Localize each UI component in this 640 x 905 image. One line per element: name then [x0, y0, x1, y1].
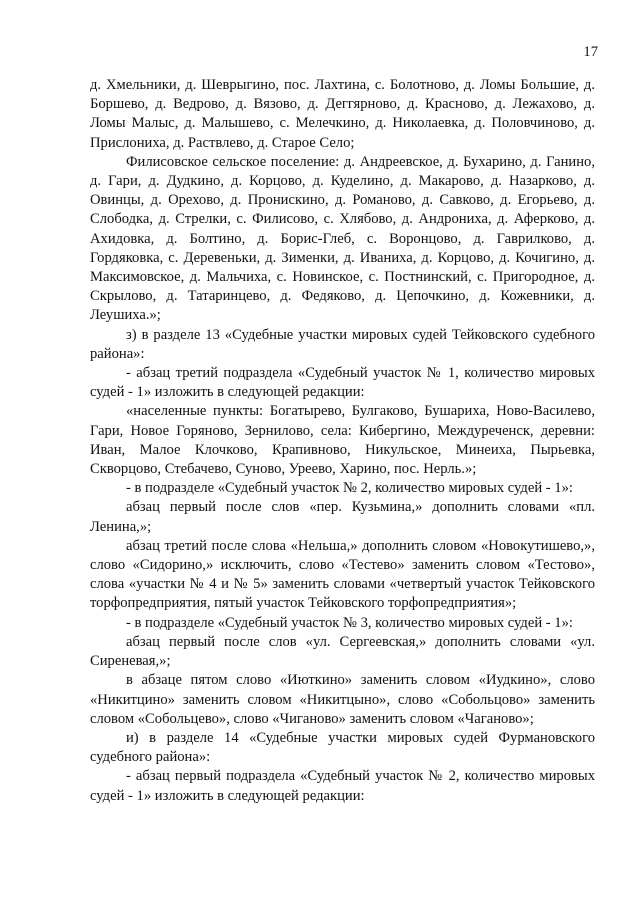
- paragraph-section-14: и) в разделе 14 «Судебные участки мировых судей Фурмановского судебного района»:: [90, 729, 595, 766]
- paragraph-settlements-continued: д. Хмельники, д. Шеврыгино, пос. Лахтина, с. Болотново, д. Ломы Большие, д. Боршево, д. Ведрово, д. Вязово, д. Деггярново, д. Красново, д. Лежахово, д. Ломы Малыс, д. Малышево, с. Мелечкино, д. Николаевка, д. Половчиново, д. Прислониха, д. Раствлево, д. Старое Село;: [90, 77, 595, 151]
- paragraph-14-item-2: - абзац первый подраздела «Судебный участок № 2, количество мировых судей - 1» изложить в следующей редакции:: [90, 768, 595, 804]
- paragraph-13-item-1-text: «населенные пункты: Богатырево, Булгаково, Бушариха, Ново-Василево, Гари, Новое Горяново, Зернилово, села: Кибергино, Междуреченск, деревни: Иван, Малое Клочково, Крапивново, Никульское, Минеиха, Пырьевка, Скворцово, Стебачево, Суново, Уреево, Харино, пос. Нерль.»;: [90, 403, 595, 478]
- paragraph-13-item-3-abz1: абзац первый после слов «ул. Сергеевская,» дополнить словами «ул. Сиреневая,»;: [90, 633, 595, 670]
- paragraph-13-item-3: - в подразделе «Судебный участок № 3, количество мировых судей - 1»:: [126, 614, 573, 631]
- paragraph-section-13: з) в разделе 13 «Судебные участки мировых судей Тейковского судебного района»:: [90, 326, 595, 362]
- paragraph-13-item-2: - в подразделе «Судебный участок № 2, количество мировых судей - 1»:: [126, 480, 573, 497]
- document-body: [90, 76, 595, 806]
- paragraph-filisovskoe: Филисовское сельское поселение: д. Андреевское, д. Бухарино, д. Ганино, д. Гари, д. Дудкино, д. Корцово, д. Куделино, д. Макарово, д. Назарково, д. Овинцы, д. Орехово, д. Пронискино, д. Романово, д. Савково, д. Егорьево, д. Слободка, д. Стрелки, с. Филисово, с. Хлябово, д. Андрониха, д. Аферково, д. Ахидовка, д. Болтино, д. Борис-Глеб, с. Воронцово, д. Гаврилково, д. Гордяковка, с. Деревеньки, д. Зименки, д. Иваниха, д. Корцово, д. Кочигино, д. Максимовское, д. Мальчиха, с. Новинское, с. Постнинский, с. Пригородное, д. Скрылово, д. Татаринцево, д. Федяково, д. Цепочкино, д. Кожевники, д. Леушиха.»;: [90, 153, 595, 324]
- paragraph-13-item-1: - абзац третий подраздела «Судебный участок № 1, количество мировых судей - 1» изложить в следующей редакции:: [90, 365, 595, 401]
- paragraph-13-item-3-abz5: в абзаце пятом слово «Июткино» заменить словом «Иудкино», слово «Никитцино» заменить словом «Никитцыно», слово «Собольцово» заменить словом «Собольцево», слово «Чиганово» заменить словом «Чаганово»;: [90, 672, 595, 727]
- paragraph-13-item-2-abz1: абзац первый после слов «пер. Кузьмина,» дополнить словами «пл. Ленина,»;: [90, 499, 595, 535]
- paragraph-13-item-2-abz3: абзац третий после слова «Нельша,» дополнить словом «Новокутишево,», слово «Сидорино,» исключить, слово «Тестево» заменить словом «Тестово», слова «участки № 4 и № 5» заменить словами «четвертый участок Тейковского торфопредприятия, пятый участок Тейковского торфопредприятия»;: [90, 537, 595, 612]
- page-number: 17: [583, 44, 598, 60]
